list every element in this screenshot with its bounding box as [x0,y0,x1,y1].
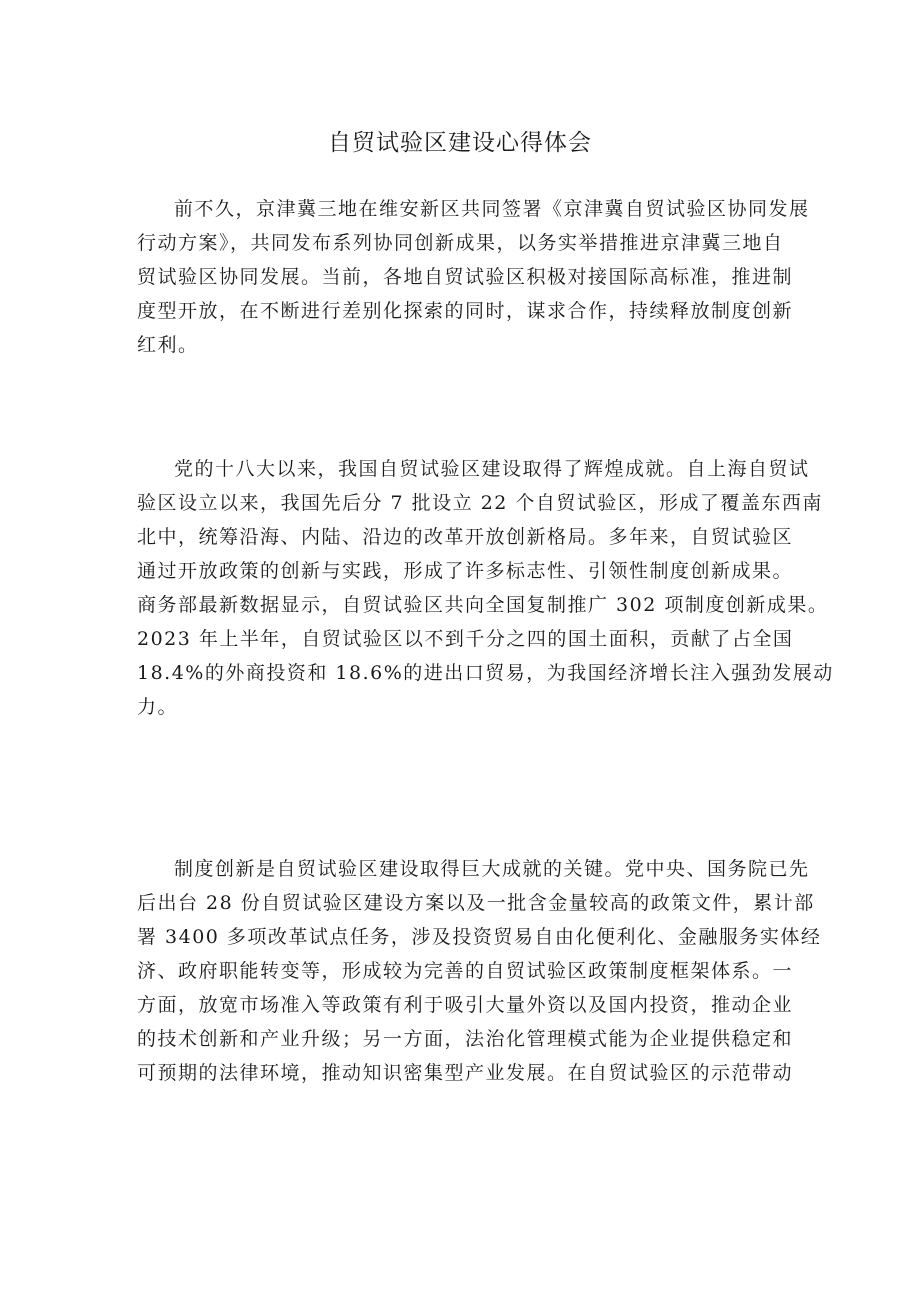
paragraph-line: 前不久，京津冀三地在维安新区共同签署《京津冀自贸试验区协同发展 [174,198,810,220]
document-title: 自贸试验区建设心得体会 [328,130,592,156]
paragraph-line: 可预期的法律环境，推动知识密集型产业发展。在自贸试验区的示范带动 [137,1062,794,1084]
paragraph-line: 通过开放政策的创新与实践，形成了许多标志性、引领性制度创新成果。 [137,560,794,582]
paragraph-line: 行动方案》，共同发布系列协同创新成果，以务实举措推进京津冀三地自 [137,232,784,254]
paragraph-line: 后出台 28 份自贸试验区建设方案以及一批含金量较高的政策文件，累计部 [137,892,815,914]
paragraph-line: 2023 年上半年，自贸试验区以不到千分之四的国土面积，贡献了占全国 [137,628,794,650]
paragraph-line: 力。 [137,696,179,718]
paragraph-1 [137,192,810,362]
paragraph-2 [137,452,834,724]
paragraph-line: 济、政府职能转变等，形成较为完善的自贸试验区政策制度框架体系。一 [137,960,794,982]
paragraph-line: 18.4%的外商投资和 18.6%的进出口贸易，为我国经济增长注入强劲发展动 [137,662,834,684]
paragraph-line: 验区设立以来，我国先后分 7 批设立 22 个自贸试验区，形成了覆盖东西南 [137,492,823,514]
paragraph-line: 署 3400 多项改革试点任务，涉及投资贸易自由化便利化、金融服务实体经 [137,926,822,948]
paragraph-line: 度型开放，在不断进行差别化探索的同时，谋求合作，持续释放制度创新 [137,300,794,322]
paragraph-line: 制度创新是自贸试验区建设取得巨大成就的关键。党中央、国务院已先 [174,858,810,880]
paragraph-line: 北中，统筹沿海、内陆、沿边的改革开放创新格局。多年来，自贸试验区 [137,526,794,548]
paragraph-line: 贸试验区协同发展。当前，各地自贸试验区积极对接国际高标准，推进制 [137,266,794,288]
paragraph-line: 党的十八大以来，我国自贸试验区建设取得了辉煌成就。自上海自贸试 [174,458,810,480]
paragraph-line: 的技术创新和产业升级；另一方面，法治化管理模式能为企业提供稳定和 [137,1028,794,1050]
paragraph-3 [137,852,822,1090]
paragraph-line: 红利。 [137,334,199,356]
paragraph-line: 商务部最新数据显示，自贸试验区共向全国复制推广 302 项制度创新成果。 [137,594,829,616]
paragraph-line: 方面，放宽市场准入等政策有利于吸引大量外资以及国内投资，推动企业 [137,994,794,1016]
